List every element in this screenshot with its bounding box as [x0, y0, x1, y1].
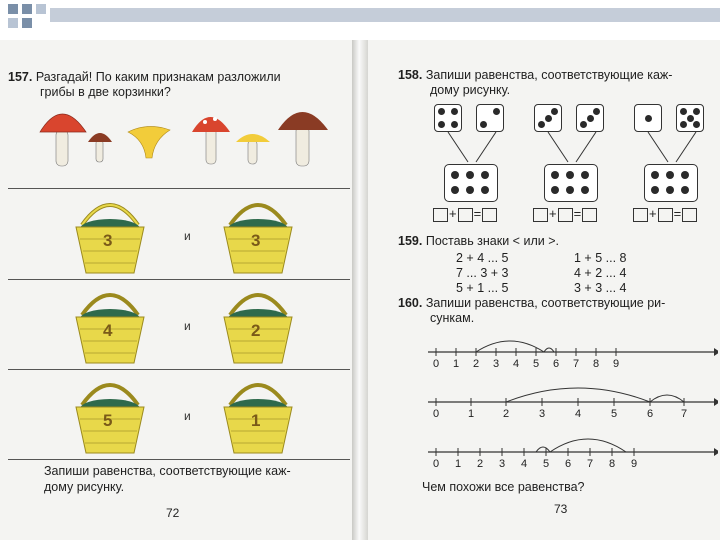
- nl1-label-5: 5: [532, 358, 540, 370]
- task-157-line2: грибы в две корзинки?: [40, 85, 171, 99]
- right-page-number: 73: [554, 502, 568, 516]
- nl2-label-2: 2: [502, 408, 510, 420]
- nl3-label-1: 1: [454, 458, 462, 470]
- mushrooms-illustration: [30, 102, 340, 168]
- equation-boxes-1: + =: [432, 206, 498, 222]
- basket-left-2-count: 4: [103, 321, 113, 340]
- nl2-label-5: 5: [610, 408, 618, 420]
- die-6-result-1: [444, 164, 498, 202]
- equation-boxes-2: + =: [532, 206, 598, 222]
- task-157-text: Разгадай! По каким признакам разложили: [35, 70, 281, 84]
- mushroom-yellow-cap: [236, 134, 270, 164]
- nl1-label-8: 8: [592, 358, 600, 370]
- nl1-label-2: 2: [472, 358, 480, 370]
- task-158-line1: [398, 68, 672, 83]
- nl3-label-3: 3: [498, 458, 506, 470]
- nl1-label-7: 7: [572, 358, 580, 370]
- nl2-label-3: 3: [538, 408, 546, 420]
- nl3-label-7: 7: [586, 458, 594, 470]
- nl3-label-6: 6: [564, 458, 572, 470]
- mushroom-chanterelle: [128, 126, 170, 158]
- nl1-label-4: 4: [512, 358, 520, 370]
- basket-left-3-count: 5: [103, 411, 113, 430]
- basket-left-1-count: 3: [103, 231, 113, 250]
- task-157-number: 157.: [8, 70, 33, 84]
- nl3-label-5: 5: [542, 458, 550, 470]
- expression-3: 5 + 1 ... 5: [456, 281, 509, 295]
- die-6-result-2: [544, 164, 598, 202]
- number-line-3-axis: [428, 430, 718, 460]
- mushroom-brown-large: [278, 112, 328, 166]
- task-160-line1: [398, 296, 665, 311]
- mushroom-brown-small: [88, 133, 112, 162]
- die-5: [676, 104, 704, 132]
- basket-right-2-count: 2: [251, 321, 261, 340]
- task-160-text: Запиши равенства, соответствующие ри-: [425, 296, 666, 310]
- nl1-label-9: 9: [612, 358, 620, 370]
- left-page: [0, 40, 352, 540]
- decorative-header: [0, 0, 720, 40]
- number-line-1-axis: [428, 330, 718, 360]
- task-158-number: 158.: [398, 68, 423, 82]
- basket-grid: [8, 188, 350, 459]
- arrows-3: [640, 132, 704, 166]
- nl3-label-9: 9: [630, 458, 638, 470]
- basket-row-2: [8, 279, 350, 370]
- nl2-label-7: 7: [680, 408, 688, 420]
- book-spine: [352, 40, 368, 540]
- nl3-label-0: 0: [432, 458, 440, 470]
- expression-6: 3 + 3 ... 4: [574, 281, 627, 295]
- nl1-label-1: 1: [452, 358, 460, 370]
- and-word-2: и: [184, 319, 191, 333]
- mushroom-red-2: [192, 117, 230, 164]
- task-158-text: Запиши равенства, соответствующие каж-: [425, 68, 673, 82]
- task-159-text: Поставь знаки < или >.: [425, 234, 559, 248]
- expression-5: 4 + 2 ... 4: [574, 266, 627, 280]
- nl1-label-3: 3: [492, 358, 500, 370]
- number-line-2-axis: [428, 380, 718, 410]
- task-160-number: 160.: [398, 296, 423, 310]
- nl3-label-8: 8: [608, 458, 616, 470]
- left-footer-line1: Запиши равенства, соответствующие каж-: [44, 464, 291, 478]
- nl1-label-0: 0: [432, 358, 440, 370]
- and-word-3: и: [184, 409, 191, 423]
- die-3b: [576, 104, 604, 132]
- basket-row-3: [8, 369, 350, 460]
- equation-boxes-3: + =: [632, 206, 698, 222]
- nl1-label-6: 6: [552, 358, 560, 370]
- left-footer-line2: дому рисунку.: [44, 480, 125, 494]
- task-159-heading: [398, 234, 559, 249]
- task-157-line1: [8, 70, 281, 85]
- die-4: [434, 104, 462, 132]
- expression-1: 2 + 4 ... 5: [456, 251, 509, 265]
- die-6-result-3: [644, 164, 698, 202]
- die-1: [634, 104, 662, 132]
- task-160-line2: сункам.: [430, 311, 475, 325]
- basket-right-1-count: 3: [251, 231, 261, 250]
- arrows-2: [540, 132, 604, 166]
- and-word-1: и: [184, 229, 191, 243]
- expression-2: 7 ... 3 + 3: [456, 266, 509, 280]
- basket-right-3-count: 1: [251, 411, 261, 430]
- nl2-label-4: 4: [574, 408, 582, 420]
- nl3-label-2: 2: [476, 458, 484, 470]
- die-3: [534, 104, 562, 132]
- mushroom-red-1: [40, 114, 86, 166]
- arrows-1: [440, 132, 504, 166]
- nl2-label-6: 6: [646, 408, 654, 420]
- die-2: [476, 104, 504, 132]
- basket-row-1: [8, 189, 350, 280]
- expression-4: 1 + 5 ... 8: [574, 251, 627, 265]
- closing-question: Чем похожи все равенства?: [422, 480, 585, 494]
- left-page-number: 72: [166, 506, 180, 520]
- task-158-line2: дому рисунку.: [430, 83, 511, 97]
- right-page: [368, 40, 720, 540]
- task-159-number: 159.: [398, 234, 423, 248]
- nl3-label-4: 4: [520, 458, 528, 470]
- nl2-label-1: 1: [467, 408, 475, 420]
- nl2-label-0: 0: [432, 408, 440, 420]
